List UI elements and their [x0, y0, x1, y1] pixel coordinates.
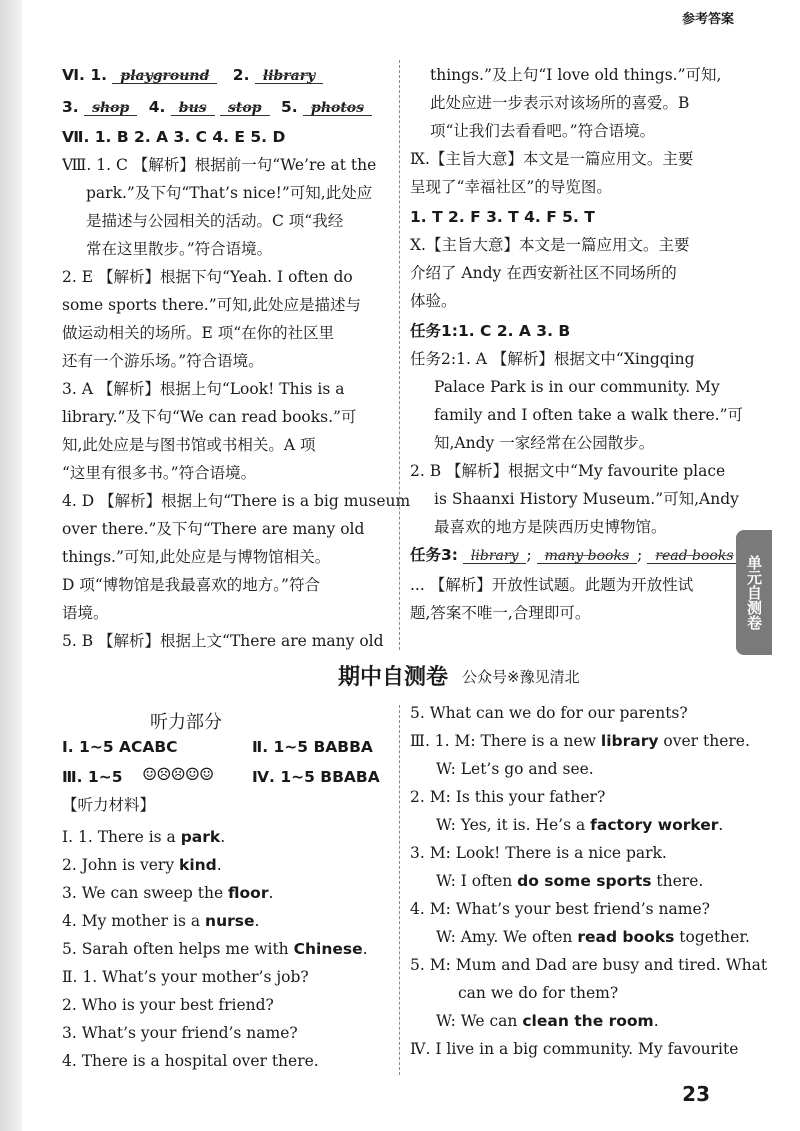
explanation-line: Palace Park is in our community. My [434, 378, 720, 396]
material-line: 2. Who is your best friend? [62, 996, 274, 1014]
material-line: 3. We can sweep the floor. [62, 884, 274, 902]
answer-line: Ⅵ. 1. playground 2. library [62, 68, 323, 84]
explanation-line: 语境。 [62, 604, 109, 622]
explanation-line: things.”可知,此处应是与博物馆相关。 [62, 548, 331, 566]
page-edge [0, 0, 22, 1131]
material-line: 3. M: Look! There is a nice park. [410, 844, 667, 862]
face-icons: ☺☹☹☺☺ [142, 765, 214, 785]
side-tab: 单元自测卷 [736, 530, 772, 655]
explanation-line: library.”及下句“We can read books.”可 [62, 408, 357, 426]
explanation-line: 是描述与公园相关的活动。C 项“我经 [86, 212, 344, 230]
material-line: 4. My mother is a nurse. [62, 912, 260, 930]
explanation-line: 3. A 【解析】根据上句“Look! This is a [62, 380, 345, 398]
answer-line: 任务3: library ; many books ; read books [410, 548, 742, 564]
header-label: 参考答案 [681, 12, 734, 27]
material-label: 【听力材料】 [62, 796, 156, 814]
explanation-line: 题,答案不唯一,合理即可。 [410, 604, 591, 622]
explanation-line: “这里有很多书。”符合语境。 [62, 464, 257, 482]
material-line: W: Amy. We often read books together. [436, 928, 750, 946]
explanation-line: 项“让我们去看看吧。”符合语境。 [430, 122, 656, 140]
explanation-line: 任务2:1. A 【解析】根据文中“Xingqing [410, 350, 695, 368]
watermark-text: 公众号※豫见清北 [462, 668, 580, 686]
material-line: W: I often do some sports there. [436, 872, 704, 890]
answer-line: 1. T 2. F 3. T 4. F 5. T [410, 208, 595, 226]
material-line: Ⅳ. I live in a big community. My favourite [410, 1040, 739, 1058]
explanation-line: park.”及下句“That’s nice!”可知,此处应 [86, 184, 373, 202]
explanation-line: 知,此处应是与图书馆或书相关。A 项 [62, 436, 316, 454]
explanation-line: 体验。 [410, 292, 457, 310]
explanation-line: D 项“博物馆是我最喜欢的地方。”符合 [62, 576, 320, 594]
explanation-line: 2. B 【解析】根据文中“My favourite place [410, 462, 726, 480]
explanation-line: 呈现了“幸福社区”的导览图。 [410, 178, 612, 196]
material-line: 4. M: What’s your best friend’s name? [410, 900, 710, 918]
explanation-line: Ⅸ.【主旨大意】本文是一篇应用文。主要 [410, 150, 694, 168]
explanation-line: 此处应进一步表示对该场所的喜爱。B [430, 94, 690, 112]
material-line: W: Yes, it is. He’s a factory worker. [436, 816, 724, 834]
material-line: 3. What’s your friend’s name? [62, 1024, 298, 1042]
explanation-line: 最喜欢的地方是陕西历史博物馆。 [434, 518, 667, 536]
material-line: Ⅱ. 1. What’s your mother’s job? [62, 968, 309, 986]
explanation-line: over there.”及下句“There are many old [62, 520, 365, 538]
explanation-line: Ⅷ. 1. C 【解析】根据前一句“We’re at the [62, 156, 377, 174]
answer-line: Ⅳ. 1~5 BBABA [252, 768, 380, 786]
material-line: 2. M: Is this your father? [410, 788, 606, 806]
answer-line: 3. shop 4. bus stop 5. photos [62, 100, 372, 116]
column-divider [399, 60, 400, 650]
explanation-line: is Shaanxi History Museum.”可知,Andy [434, 490, 739, 508]
material-line: W: We can clean the room. [436, 1012, 659, 1030]
answer-line: Ⅲ. 1~5 [62, 768, 123, 786]
listening-title: 听力部分 [150, 712, 222, 733]
material-line: W: Let’s go and see. [436, 760, 594, 778]
explanation-line: 2. E 【解析】根据下句“Yeah. I often do [62, 268, 353, 286]
material-line: Ⅲ. 1. M: There is a new library over there. [410, 732, 750, 750]
explanation-line: 5. B 【解析】根据上文“There are many old [62, 632, 384, 650]
explanation-line: Ⅹ.【主旨大意】本文是一篇应用文。主要 [410, 236, 690, 254]
material-line: 5. What can we do for our parents? [410, 704, 688, 722]
explanation-line: 知,Andy 一家经常在公园散步。 [434, 434, 655, 452]
page-number: 23 [682, 1082, 710, 1106]
explanation-line: some sports there.”可知,此处应是描述与 [62, 296, 362, 314]
material-line: 2. John is very kind. [62, 856, 222, 874]
material-line: Ⅰ. 1. There is a park. [62, 828, 226, 846]
answer-line: Ⅶ. 1. B 2. A 3. C 4. E 5. D [62, 128, 286, 146]
explanation-line: 4. D 【解析】根据上句“There is a big museum [62, 492, 411, 510]
material-line: 4. There is a hospital over there. [62, 1052, 319, 1070]
answer-line: Ⅱ. 1~5 BABBA [252, 738, 373, 756]
material-line: can we do for them? [458, 984, 619, 1002]
answer-line: Ⅰ. 1~5 ACABC [62, 738, 178, 756]
explanation-line: 做运动相关的场所。E 项“在你的社区里 [62, 324, 335, 342]
explanation-line: 还有一个游乐场。”符合语境。 [62, 352, 264, 370]
material-line: 5. M: Mum and Dad are busy and tired. What [410, 956, 768, 974]
column-divider [399, 705, 400, 1075]
explanation-line: things.”及上句“I love old things.”可知, [430, 66, 722, 84]
explanation-line: 常在这里散步。”符合语境。 [86, 240, 273, 258]
explanation-line: ... 【解析】开放性试题。此题为开放性试 [410, 576, 694, 594]
explanation-line: 介绍了 Andy 在西安新社区不同场所的 [410, 264, 677, 282]
material-line: 5. Sarah often helps me with Chinese. [62, 940, 368, 958]
section-title: 期中自测卷 [338, 665, 449, 690]
answer-line: 任务1:1. C 2. A 3. B [410, 322, 571, 340]
explanation-line: family and I often take a walk there.”可 [434, 406, 744, 424]
